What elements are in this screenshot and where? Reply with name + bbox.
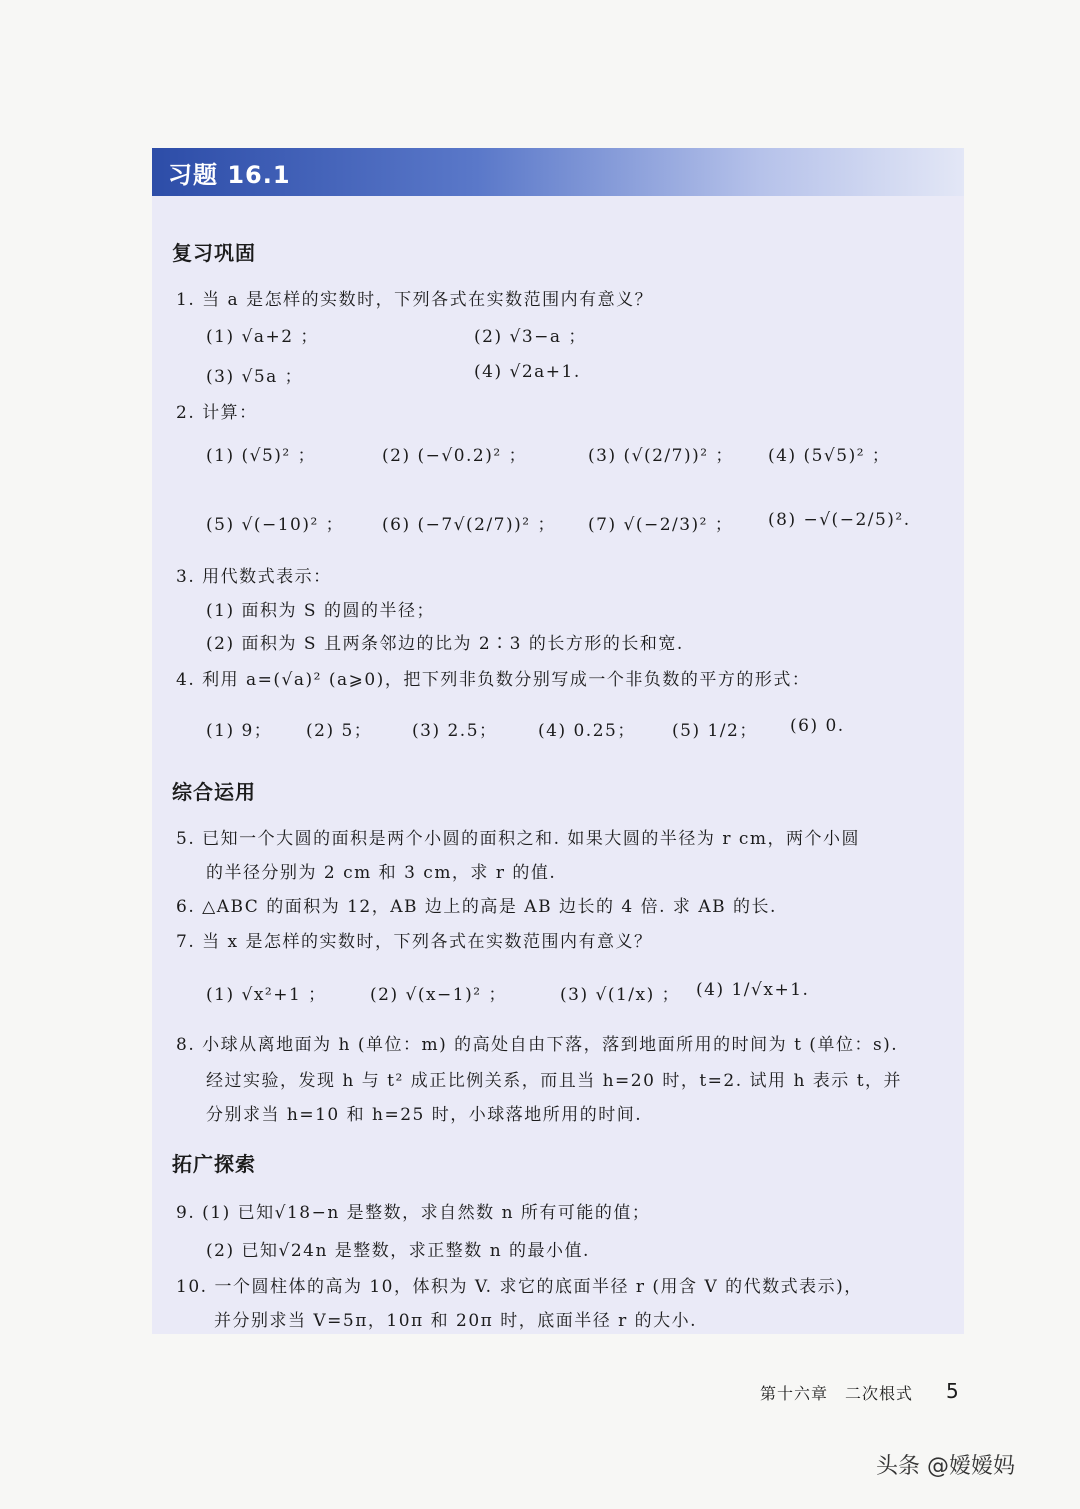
question-4-part-4: (4) 0.25； (538, 721, 636, 741)
question-7-stem: 7. 当 x 是怎样的实数时，下列各式在实数范围内有意义？ (176, 932, 653, 952)
question-3-part-1: (1) 面积为 S 的圆的半径； (206, 601, 435, 621)
question-3-stem: 3. 用代数式表示： (176, 567, 332, 587)
question-2-part-1: (1) (√5)² ； (206, 446, 317, 466)
exercise-title: 习题 16.1 (168, 161, 291, 189)
question-9-line-1: 9. (1) 已知√18−n 是整数，求自然数 n 所有可能的值； (176, 1203, 651, 1223)
question-2-part-4: (4) (5√5)² ； (768, 446, 891, 466)
question-7-part-4: (4) 1/√x+1. (696, 980, 810, 1000)
question-7-part-2: (2) √(x−1)² ； (370, 985, 507, 1005)
question-7-part-3: (3) √(1/x) ； (560, 985, 681, 1005)
section-review-heading: 复习巩固 (172, 241, 256, 265)
section-extension-heading: 拓广探索 (172, 1152, 256, 1176)
question-10-line-1: 10. 一个圆柱体的高为 10，体积为 V. 求它的底面半径 r (用含 V 的代数式表示)， (176, 1277, 863, 1297)
chapter-footer: 第十六章 二次根式 (760, 1384, 914, 1403)
question-4-part-6: (6) 0. (790, 716, 845, 736)
question-2-part-7: (7) √(−2/3)² ； (588, 515, 734, 535)
question-2-part-2: (2) (−√0.2)² ； (382, 446, 528, 466)
question-1-part-4: (4) √2a+1. (474, 362, 581, 382)
page-number: 5 (946, 1379, 959, 1403)
question-2-part-5: (5) √(−10)² ； (206, 515, 345, 535)
question-9-line-2: (2) 已知√24n 是整数，求正整数 n 的最小值. (206, 1241, 590, 1261)
section-applied-heading: 综合运用 (172, 780, 256, 804)
title-bar (152, 148, 964, 196)
question-2-stem: 2. 计算： (176, 403, 258, 423)
question-1-part-3: (3) √5a ； (206, 367, 304, 387)
question-5-line-1: 5. 已知一个大圆的面积是两个小圆的面积之和. 如果大圆的半径为 r cm，两个小圆 (176, 829, 861, 849)
question-8-line-3: 分别求当 h=10 和 h=25 时，小球落地所用的时间. (206, 1105, 643, 1125)
question-6: 6. △ABC 的面积为 12，AB 边上的高是 AB 边长的 4 倍. 求 AB 的长. (176, 897, 777, 917)
question-4-part-2: (2) 5； (306, 721, 373, 741)
question-2-part-6: (6) (−7√(2/7))² ； (382, 515, 556, 535)
question-1-part-2: (2) √3−a ； (474, 327, 587, 347)
question-2-part-3: (3) (√(2/7))² ； (588, 446, 734, 466)
question-4-part-5: (5) 1/2； (672, 721, 758, 741)
question-1-part-1: (1) √a+2 ； (206, 327, 319, 347)
question-8-line-2: 经过实验，发现 h 与 t² 成正比例关系，而且当 h=20 时，t=2. 试用 h 表示 t，并 (206, 1071, 903, 1091)
question-1-stem: 1. 当 a 是怎样的实数时，下列各式在实数范围内有意义？ (176, 290, 654, 310)
question-8-line-1: 8. 小球从离地面为 h (单位：m) 的高处自由下落，落到地面所用的时间为 t (单位：s). (176, 1035, 899, 1055)
question-4-part-3: (3) 2.5； (412, 721, 498, 741)
watermark-text: 头条 @嫒嫒妈 (876, 1454, 1015, 1479)
question-10-line-2: 并分别求当 V=5π，10π 和 20π 时，底面半径 r 的大小. (214, 1311, 698, 1331)
question-7-part-1: (1) √x²+1 ； (206, 985, 327, 1005)
question-3-part-2: (2) 面积为 S 且两条邻边的比为 2∶3 的长方形的长和宽. (206, 634, 684, 654)
question-5-line-2: 的半径分别为 2 cm 和 3 cm，求 r 的值. (206, 863, 557, 883)
question-4-stem: 4. 利用 a=(√a)² (a⩾0)，把下列非负数分别写成一个非负数的平方的形式： (176, 670, 811, 690)
question-4-part-1: (1) 9； (206, 721, 273, 741)
question-2-part-8: (8) −√(−2/5)². (768, 510, 911, 530)
